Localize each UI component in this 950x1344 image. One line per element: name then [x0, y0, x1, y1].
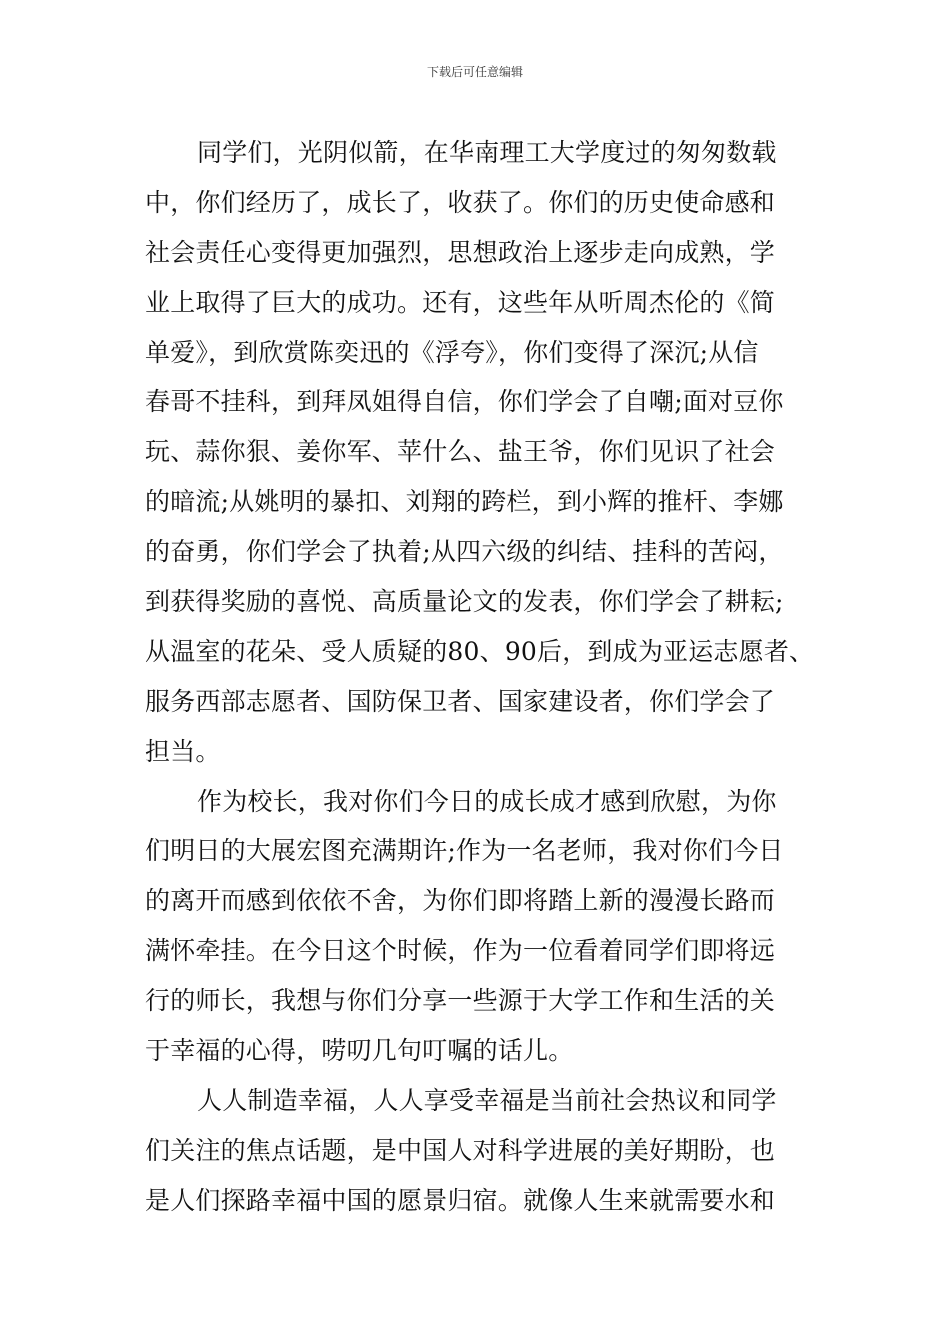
paragraph-1-line-13: 担当。 [145, 736, 221, 766]
paragraph-1-line-7: 玩、蒜你狠、姜你军、苹什么、盐王爷，你们见识了社会 [145, 437, 776, 467]
paragraph-2-line-5: 行的师长，我想与你们分享一些源于大学工作和生活的关 [145, 986, 776, 1016]
paragraph-1-line-9: 的奋勇，你们学会了执着;从四六级的纠结、挂科的苦闷， [145, 537, 784, 567]
paragraph-3-line-1: 人人制造幸福，人人享受幸福是当前社会热议和同学 [197, 1085, 777, 1115]
paragraph-3-line-2: 们关注的焦点话题，是中国人对科学进展的美好期盼，也 [145, 1135, 776, 1165]
paragraph-2-line-3: 的离开而感到依依不舍，为你们即将踏上新的漫漫长路而 [145, 886, 776, 916]
paragraph-1-line-8: 的暗流;从姚明的暴扣、刘翔的跨栏，到小辉的推杆、李娜 [145, 487, 784, 517]
paragraph-1-line-1: 同学们，光阴似箭，在华南理工大学度过的匆匆数载 [197, 138, 777, 167]
paragraph-1-line-3: 社会责任心变得更加强烈，思想政治上逐步走向成熟，学 [145, 237, 776, 267]
paragraph-1-line-5: 单爱》，到欣赏陈奕迅的《浮夸》，你们变得了深沉;从信 [145, 337, 759, 367]
paragraph-1-line-11: 从温室的花朵、受人质疑的80、90后，到成为亚运志愿者、 [145, 636, 815, 666]
paragraph-2-line-2: 们明日的大展宏图充满期许;作为一名老师，我对你们今日 [145, 836, 784, 866]
paragraph-1-line-10: 到获得奖励的喜悦、高质量论文的发表，你们学会了耕耘; [145, 587, 784, 617]
paragraph-2-line-1: 作为校长，我对你们今日的成长成才感到欣慰，为你 [197, 786, 777, 816]
document-body [145, 128, 815, 1226]
paragraph-1-line-6: 春哥不挂科，到拜凤姐得自信，你们学会了自嘲;面对豆你 [145, 387, 784, 417]
paragraph-1-line-12: 服务西部志愿者、国防保卫者、国家建设者，你们学会了 [145, 686, 776, 716]
page-header: 下载后可任意编辑 [426, 65, 523, 79]
paragraph-1-line-4: 业上取得了巨大的成功。还有，这些年从听周杰伦的《简 [145, 287, 776, 317]
paragraph-1-line-2: 中，你们经历了，成长了，收获了。你们的历史使命感和 [145, 187, 776, 217]
paragraph-3-line-3: 是人们探路幸福中国的愿景归宿。就像人生来就需要水和 [145, 1185, 776, 1215]
paragraph-2-line-6: 于幸福的心得，唠叨几句叮嘱的话儿。 [145, 1036, 574, 1066]
paragraph-2-line-4: 满怀牵挂。在今日这个时候，作为一位看着同学们即将远 [145, 936, 776, 966]
